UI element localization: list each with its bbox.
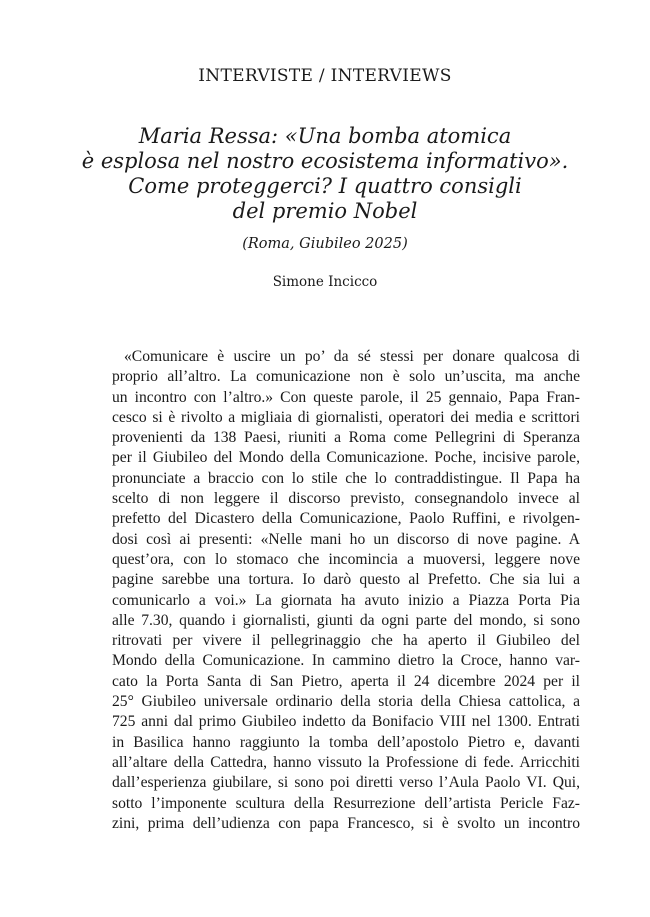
title-line: Maria Ressa: «Una bomba atomica <box>138 124 512 148</box>
body-line: quest’ora, con lo stomaco che incomincia a muoversi, leggere nove <box>112 550 580 568</box>
body-line: un incontro con l’altro.» Con queste parole, il 25 gennaio, Papa Fran- <box>112 388 580 406</box>
body-line: provenienti da 138 Paesi, riuniti a Roma come Pellegrini di Speranza <box>112 429 580 447</box>
title-line: Come proteggerci? I quattro consigli <box>128 174 522 198</box>
title-line: è esplosa nel nostro ecosistema informativo». <box>81 149 569 173</box>
body-line: cato la Porta Santa di San Pietro, aperta il 24 dicembre 2024 per il <box>112 672 580 690</box>
author-name: Simone Incicco <box>272 274 378 290</box>
body-line: 25° Giubileo universale ordinario della storia della Chiesa cattolica, a <box>112 693 580 711</box>
body-line: alle 7.30, quando i giornalisti, giunti da ogni parte del mondo, si sono <box>112 611 580 629</box>
body-line: sotto l’imponente scultura della Resurrezione dell’artista Pericle Faz- <box>112 794 580 812</box>
body-line: all’altare della Cattedra, hanno vissuto la Professione di fede. Arricchiti <box>112 753 580 771</box>
article-subtitle: (Roma, Giubileo 2025) <box>242 236 408 252</box>
article-title <box>60 124 590 224</box>
article-body <box>112 347 580 834</box>
body-line: proprio all’altro. La comunicazione non è solo un’uscita, ma anche <box>112 368 580 386</box>
body-line: «Comunicare è uscire un po’ da sé stessi per donare qualcosa di <box>124 348 580 365</box>
body-line: pagine sarebbe una tortura. Io darò questo al Prefetto. Che sia lui a <box>112 571 580 589</box>
body-line: scelto di non leggere il discorso previsto, consegnandolo invece al <box>112 490 580 508</box>
body-line: ritrovati per vivere il pellegrinaggio che ha aperto il Giubileo del <box>112 632 580 650</box>
body-line: comunicarlo a voi.» La giornata ha avuto inizio a Piazza Porta Pia <box>112 591 580 609</box>
section-header: INTERVISTE / INTERVIEWS <box>198 66 452 86</box>
body-line: in Basilica hanno raggiunto la tomba dell’apostolo Pietro e, davanti <box>112 733 580 751</box>
body-line: zini, prima dell’udienza con papa Francesco, si è svolto un incontro <box>112 814 580 832</box>
body-line: 725 anni dal primo Giubileo indetto da Bonifacio VIII nel 1300. Entrati <box>112 713 580 731</box>
body-line: pronunciate a braccio con lo stile che lo contraddistingue. Il Papa ha <box>112 469 580 487</box>
body-line: Mondo della Comunicazione. In cammino dietro la Croce, hanno var- <box>112 652 580 670</box>
body-line: dosi così ai presenti: «Nelle mani ho un discorso di nove pagine. A <box>112 530 580 548</box>
body-line: dall’esperienza giubilare, si sono poi diretti verso l’Aula Paolo VI. Qui, <box>112 774 580 792</box>
body-line: per il Giubileo del Mondo della Comunicazione. Poche, incisive parole, <box>112 449 580 467</box>
title-line: del premio Nobel <box>232 199 418 223</box>
body-line: cesco si è rivolto a migliaia di giornalisti, operatori dei media e scrittori <box>112 408 580 426</box>
body-line: prefetto del Dicastero della Comunicazione, Paolo Ruffini, e rivolgen- <box>112 510 580 528</box>
